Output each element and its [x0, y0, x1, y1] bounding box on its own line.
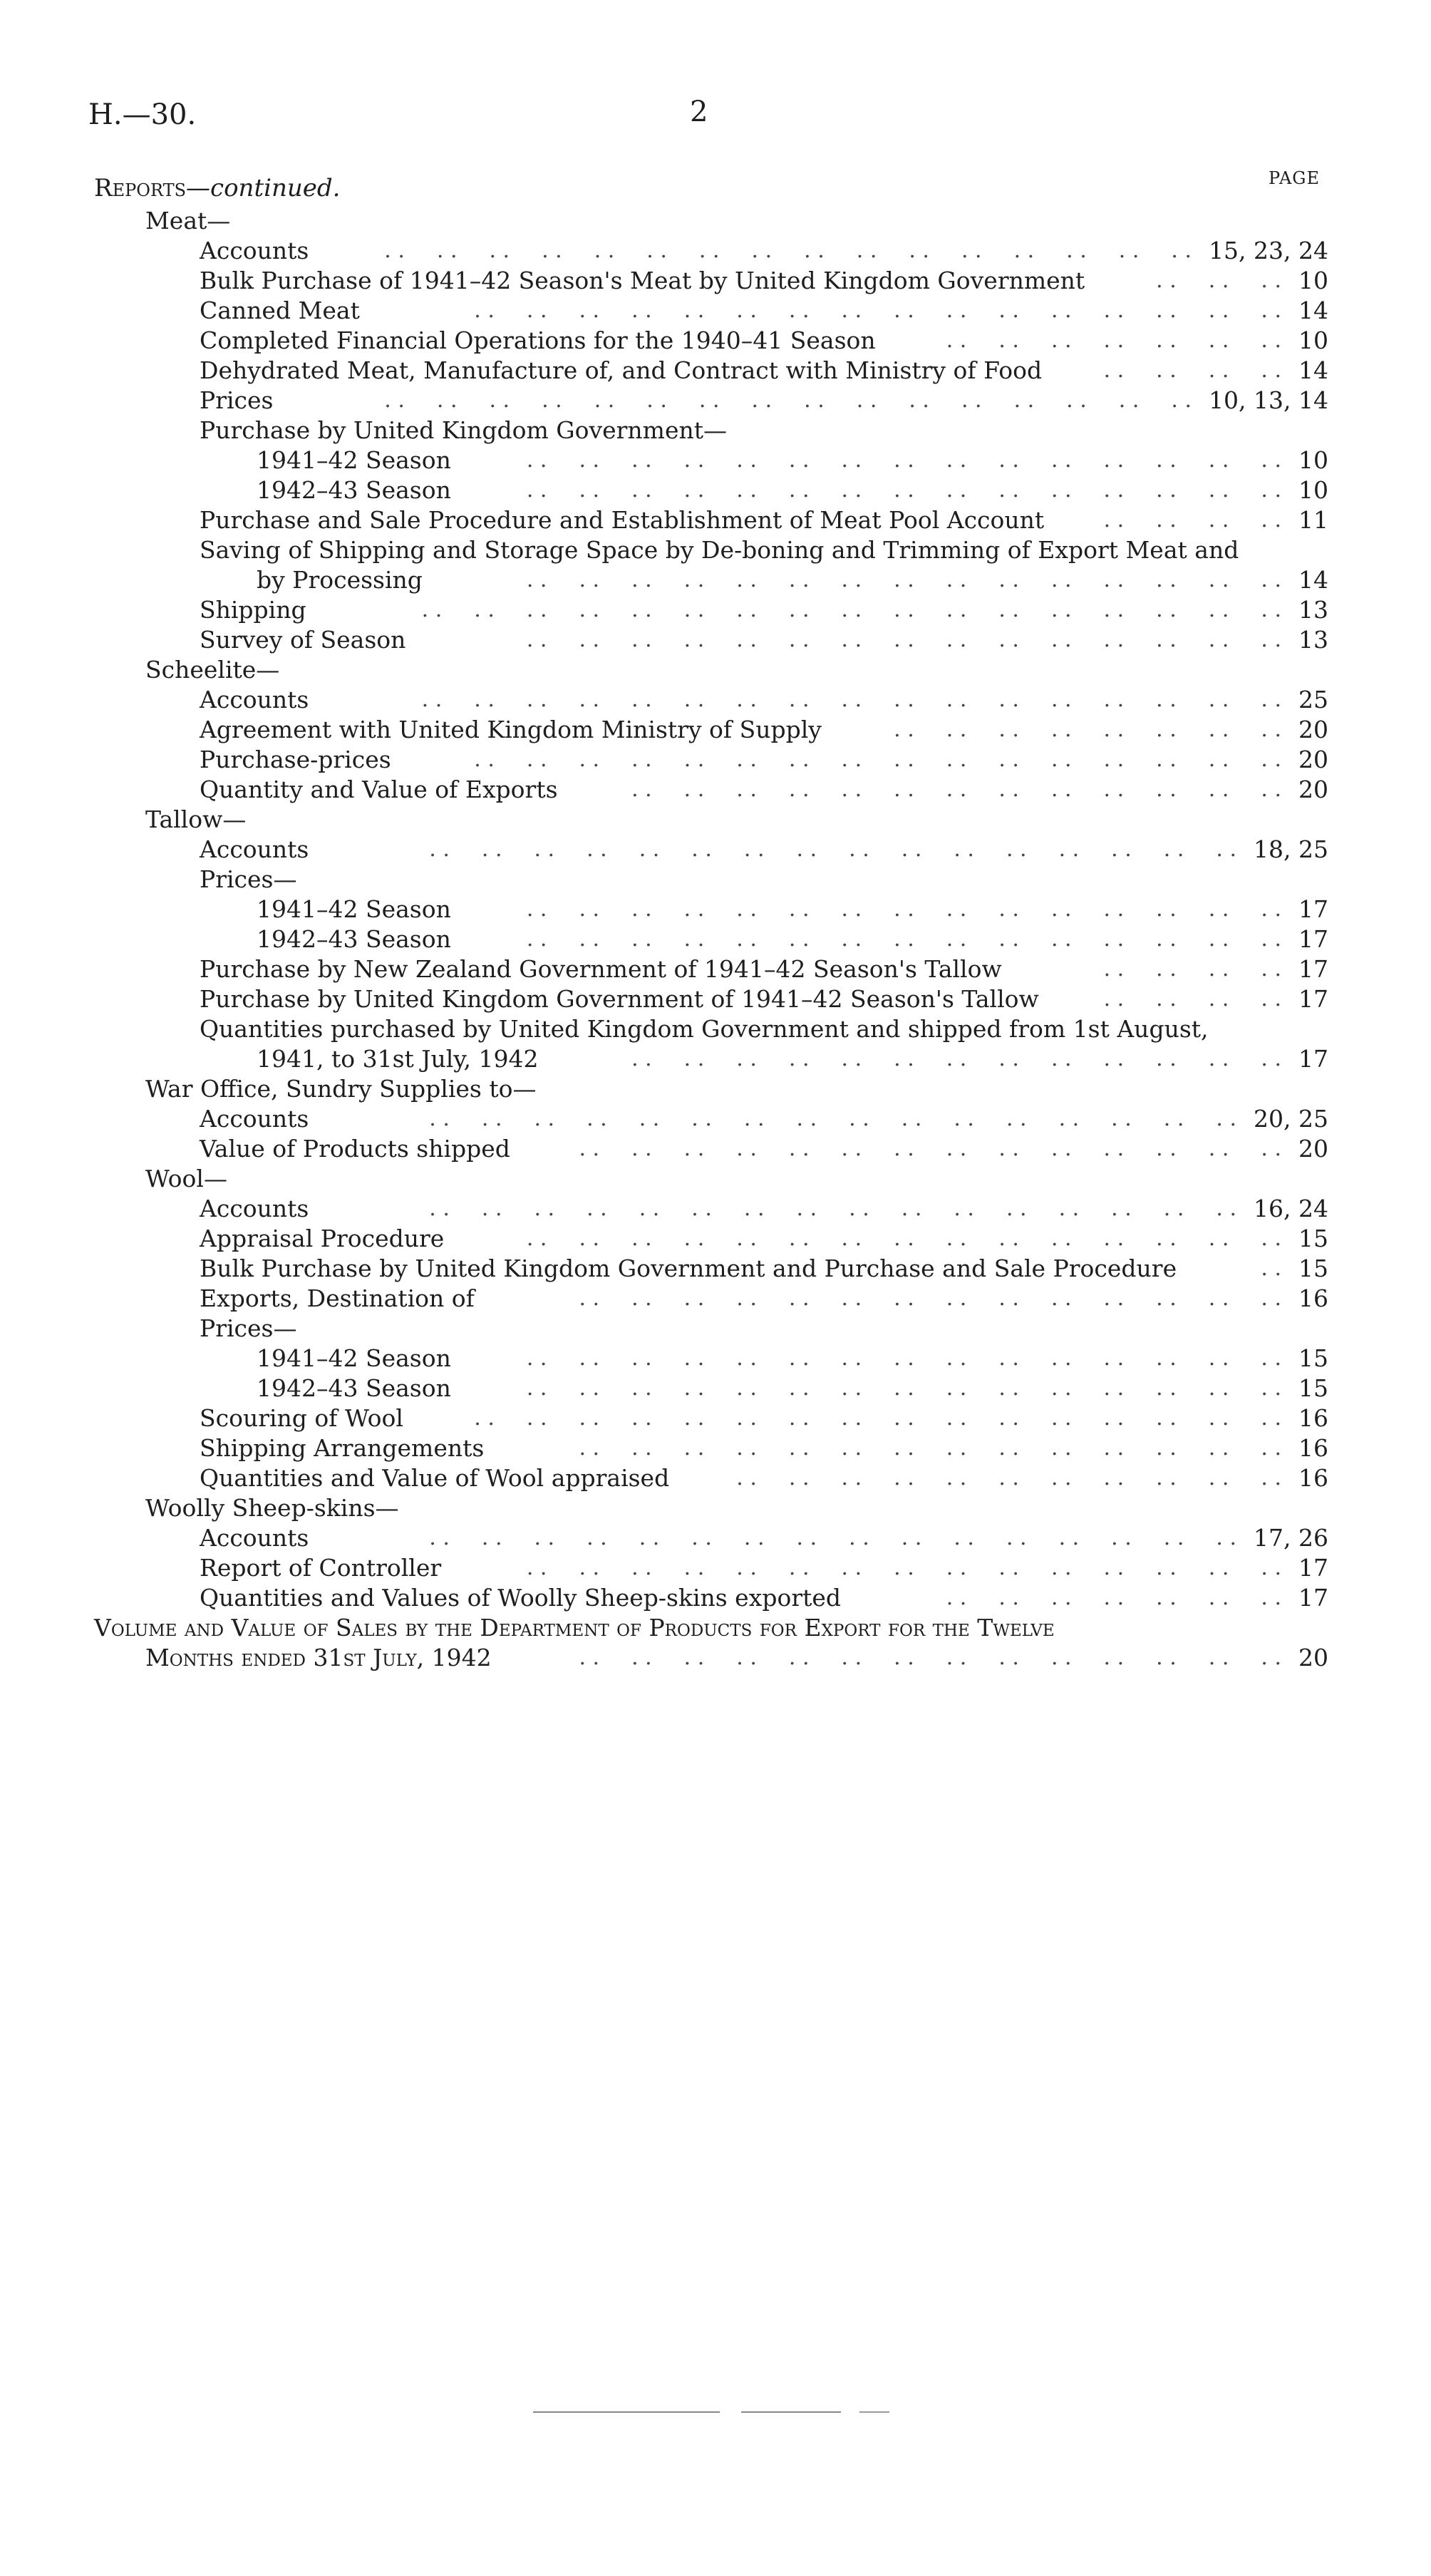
- dot-leader: . . . . . . . . . . . . . . . . . . . . . . . . . . . .: [579, 1136, 1281, 1161]
- entry-label: Quantity and Value of Exports: [200, 776, 558, 803]
- entry-page: 10: [1298, 446, 1328, 474]
- dot-leader: . . . . . . . . . . . . . . . . . . . . . . . . . . . . . .: [526, 567, 1281, 592]
- dot-leader: . . . . . . . . . . . . . . . . . . . . . . . . . . . . . . . .: [474, 747, 1281, 772]
- entry-label: Accounts: [200, 237, 309, 264]
- index-entry: [200, 1464, 1328, 1493]
- dot-leader: . . . . . . . . . . . . . . . . . . . . . . . . . .: [631, 1046, 1281, 1071]
- entry-page: 10: [1298, 267, 1328, 294]
- index-entry: [257, 446, 1328, 475]
- entry-page: 11: [1298, 506, 1328, 534]
- entry-page: 17: [1298, 925, 1328, 953]
- entry-label: Quantities and Value of Wool appraised: [200, 1464, 670, 1492]
- dot-leader: . . . . . . . . . . . . . . . .: [894, 717, 1281, 742]
- entry-label: Bulk Purchase of 1941–42 Season's Meat by United Kingdom Government: [200, 267, 1085, 294]
- dot-leader: . . . . . . . . . . . . . . . . . . . . . . . . . .: [631, 777, 1281, 802]
- page-column-label: PAGE: [1269, 168, 1320, 188]
- dot-leader: . . . . . . . .: [1103, 358, 1281, 383]
- entry-page: 20: [1298, 716, 1328, 743]
- entry-page: 14: [1298, 297, 1328, 324]
- dot-leader: . . . . . . . . . . . . . . . . . . . . . . . . . . . . . . . .: [429, 1106, 1236, 1131]
- entry-page: 16: [1298, 1434, 1328, 1462]
- entry-page: 17: [1298, 985, 1328, 1013]
- entry-page: 15: [1298, 1344, 1328, 1372]
- index-entry: [94, 1614, 1328, 1642]
- entry-label: Canned Meat: [200, 297, 360, 324]
- entry-page: 15: [1298, 1254, 1328, 1282]
- page-number: 2: [690, 96, 708, 128]
- entry-label: Woolly Sheep-skins—: [145, 1494, 399, 1522]
- index-entry: [145, 656, 1328, 684]
- entry-page: 20: [1298, 1135, 1328, 1163]
- entry-page: 10: [1298, 476, 1328, 504]
- dot-leader: . . . . . . . . . . . . . . . . . . . . . . . . . . . . . .: [526, 1226, 1281, 1251]
- entry-label: Bulk Purchase by United Kingdom Government and Purchase and Sale Procedure: [200, 1254, 1177, 1282]
- entry-label: 1941–42 Season: [257, 446, 451, 474]
- index-entry: [200, 1015, 1328, 1044]
- entry-label: Report of Controller: [200, 1554, 442, 1582]
- dot-leader: . . . . . . . . . . . . . . . . . . . . . . . . . . . . . . . .: [384, 388, 1192, 413]
- entry-label: Accounts: [200, 1195, 309, 1222]
- dot-leader: . . . . . . . . . . . . . . . . . . . . . . . . . . . .: [579, 1286, 1281, 1311]
- index-entry: [200, 686, 1328, 714]
- dot-leader: . . . . . . . .: [1103, 508, 1281, 532]
- entry-page: 10, 13, 14: [1209, 386, 1328, 414]
- entry-page: 25: [1298, 686, 1328, 713]
- dot-leader: . . . . . . . . . . . . . . . . . . . . . . . . . . . . . . . . . .: [421, 687, 1281, 712]
- index-entry: [200, 1105, 1328, 1133]
- dot-leader: . . . . . . . . . . . . . . . . . . . . . . . . . . . . . .: [526, 897, 1281, 922]
- entry-label: 1941–42 Season: [257, 895, 451, 923]
- dot-leader: . . . . . . . . . . . . . . . . . . . . . . . . . . . . . . . . . .: [421, 597, 1281, 622]
- entry-page: 17: [1298, 955, 1328, 983]
- entry-label: Purchase by United Kingdom Government—: [200, 416, 728, 444]
- entry-label: Scheelite—: [145, 656, 280, 684]
- entry-page: 14: [1298, 566, 1328, 594]
- entry-label: Completed Financial Operations for the 1940–41 Season: [200, 326, 876, 354]
- index-entry: [257, 1344, 1328, 1373]
- entry-page: 15: [1298, 1225, 1328, 1252]
- dot-leader: . . . . . . . . . . . . . . . . . . . . . . . . . . . . . . . .: [429, 1196, 1236, 1221]
- dot-leader: . . . . . . . . . . . . . . . . . . . . . . . . . . . . . .: [526, 927, 1281, 952]
- index-entry: [257, 566, 1328, 594]
- entry-label: Exports, Destination of: [200, 1284, 475, 1312]
- entry-label: Prices—: [200, 1314, 297, 1342]
- index-entry: [200, 1404, 1328, 1433]
- closing-rule: [533, 2411, 720, 2413]
- dot-leader: . . . . . . . . . . . . . . . . . . . . . . . . . . . . . . . .: [429, 1525, 1236, 1550]
- dot-leader: . . . . . . . . . . . . . . . . . . . . . . . . . . . . . .: [526, 478, 1281, 503]
- entry-label: Survey of Season: [200, 626, 406, 654]
- index-entry: [145, 805, 1328, 834]
- index-entry: [200, 955, 1328, 984]
- entry-label: Meat—: [145, 207, 231, 235]
- entry-label: Purchase and Sale Procedure and Establishment of Meat Pool Account: [200, 506, 1045, 534]
- index-entry: [257, 895, 1328, 924]
- section-suffix: —continued.: [186, 174, 341, 202]
- entry-page: 18, 25: [1254, 835, 1328, 863]
- entry-label: Scouring of Wool: [200, 1404, 403, 1432]
- index-entry: [257, 476, 1328, 505]
- entry-label: Agreement with United Kingdom Ministry of Supply: [200, 716, 822, 743]
- index-entry: [200, 1434, 1328, 1463]
- index-entry: [200, 267, 1328, 295]
- entry-page: 13: [1298, 596, 1328, 624]
- entry-label: 1941, to 31st July, 1942: [257, 1045, 539, 1073]
- entry-page: 17: [1298, 1584, 1328, 1612]
- index-entry: [200, 506, 1328, 535]
- index-entry: [200, 985, 1328, 1014]
- dot-leader: . .: [1261, 1256, 1281, 1281]
- entry-page: 20: [1298, 1644, 1328, 1671]
- index-entry: [200, 1135, 1328, 1163]
- dot-leader: . . . . . . . . . . . . . . . . . . . . . . . . . . . . . . . .: [429, 837, 1236, 862]
- entry-page: 20: [1298, 776, 1328, 803]
- closing-rule: [859, 2411, 889, 2413]
- entry-page: 16: [1298, 1464, 1328, 1492]
- index-entry: [200, 1195, 1328, 1223]
- index-entry: [200, 1584, 1328, 1612]
- index-entry: [200, 1284, 1328, 1313]
- dot-leader: . . . . . . . . . . . . . . . . . . . . . . . . . . . . . .: [526, 448, 1281, 473]
- entry-page: 10: [1298, 326, 1328, 354]
- dot-leader: . . . . . . . .: [1103, 957, 1281, 982]
- index-entry: [200, 416, 1328, 445]
- entry-label: Tallow—: [145, 805, 247, 833]
- index-entry: [200, 835, 1328, 864]
- entry-label: Prices: [200, 386, 274, 414]
- index-entry: [200, 746, 1328, 774]
- index-entry: [200, 297, 1328, 325]
- entry-page: 15: [1298, 1374, 1328, 1402]
- entry-label: Purchase by United Kingdom Government of 1941–42 Season's Tallow: [200, 985, 1039, 1013]
- index-entry: [200, 1314, 1328, 1343]
- entry-page: 13: [1298, 626, 1328, 654]
- entry-page: 16: [1298, 1284, 1328, 1312]
- entry-label: Saving of Shipping and Storage Space by De-boning and Trimming of Export Meat and: [200, 536, 1239, 564]
- entry-label: Shipping: [200, 596, 306, 624]
- index-entry: [145, 1075, 1328, 1103]
- entry-page: 20, 25: [1254, 1105, 1328, 1133]
- entry-page: 14: [1298, 356, 1328, 384]
- dot-leader: . . . . . . . . . . . . . .: [946, 1585, 1281, 1610]
- entry-label: 1942–43 Season: [257, 476, 451, 504]
- dot-leader: . . . . . . . . . . . . . . . . . . . . . .: [736, 1465, 1281, 1490]
- dot-leader: . . . . . . . . . . . . . . . . . . . . . . . . . . . . . . . .: [474, 298, 1281, 323]
- entry-label: 1942–43 Season: [257, 925, 451, 953]
- entry-label: Appraisal Procedure: [200, 1225, 445, 1252]
- index-entry: [200, 716, 1328, 744]
- dot-leader: . . . . . . . . . . . . . . . . . . . . . . . . . . . . . . . .: [384, 238, 1192, 263]
- entry-page: 17, 26: [1254, 1524, 1328, 1552]
- entry-label: Purchase-prices: [200, 746, 391, 773]
- entry-label: Quantities purchased by United Kingdom Government and shipped from 1st August,: [200, 1015, 1209, 1043]
- entry-label: Quantities and Values of Woolly Sheep-skins exported: [200, 1584, 842, 1612]
- dot-leader: . . . . . . . . . . . . . . . . . . . . . . . . . . . . . .: [526, 1555, 1281, 1580]
- index-entry: [145, 1494, 1328, 1523]
- entry-label: 1941–42 Season: [257, 1344, 451, 1372]
- entry-label: Months ended 31st July, 1942: [145, 1644, 492, 1671]
- entry-page: 17: [1298, 1045, 1328, 1073]
- entry-label: by Processing: [257, 566, 423, 594]
- section-title: Reports: [94, 174, 187, 202]
- index-entry: [200, 237, 1328, 265]
- index-entry: [257, 1045, 1328, 1073]
- dot-leader: . . . . . . . . . . . . . . . . . . . . . . . . . . . . . .: [526, 1346, 1281, 1371]
- entry-label: Value of Products shipped: [200, 1135, 510, 1163]
- index-entry: [200, 1524, 1328, 1552]
- entry-label: War Office, Sundry Supplies to—: [145, 1075, 537, 1103]
- index-entry: [200, 626, 1328, 654]
- dot-leader: . . . . . . . . . . . . . . . . . . . . . . . . . . . . . .: [526, 627, 1281, 652]
- dot-leader: . . . . . . . . . . . . . . . . . . . . . . . . . . . . . .: [526, 1376, 1281, 1401]
- index-entry: [200, 356, 1328, 385]
- entry-label: 1942–43 Season: [257, 1374, 451, 1402]
- index-entry: [200, 386, 1328, 415]
- entry-label: Accounts: [200, 1105, 309, 1133]
- dot-leader: . . . . . . . . . . . . . . . . . . . . . . . . . . . . . . . .: [474, 1406, 1281, 1431]
- index-entry: [145, 207, 1328, 235]
- dot-leader: . . . . . . . .: [1103, 986, 1281, 1011]
- entry-page: 17: [1298, 1554, 1328, 1582]
- index-entry: [200, 536, 1328, 565]
- index-entry: [257, 925, 1328, 954]
- dot-leader: . . . . . . . . . . . . . . . . . . . . . . . . . . . .: [579, 1436, 1281, 1460]
- entry-page: 17: [1298, 895, 1328, 923]
- entry-label: Purchase by New Zealand Government of 1941–42 Season's Tallow: [200, 955, 1002, 983]
- entry-label: Volume and Value of Sales by the Department of Products for Export for the Twelve: [94, 1614, 1055, 1642]
- index-entry: [200, 1554, 1328, 1582]
- index-entry: [145, 1165, 1328, 1193]
- entry-page: 16, 24: [1254, 1195, 1328, 1222]
- index-entry: [200, 596, 1328, 624]
- dot-leader: . . . . . .: [1156, 268, 1281, 293]
- entry-label: Accounts: [200, 1524, 309, 1552]
- entry-label: Shipping Arrangements: [200, 1434, 485, 1462]
- index-entry: [257, 1374, 1328, 1403]
- index-entry: [200, 1254, 1328, 1283]
- closing-rule: [741, 2411, 841, 2413]
- page-reference: H.—30.: [88, 98, 197, 131]
- entry-label: Dehydrated Meat, Manufacture of, and Contract with Ministry of Food: [200, 356, 1043, 384]
- index-entry: [200, 1225, 1328, 1253]
- entry-label: Accounts: [200, 835, 309, 863]
- index-entry: [145, 1644, 1328, 1672]
- index-entry: [200, 865, 1328, 894]
- index-entry: [200, 326, 1328, 355]
- entry-page: 16: [1298, 1404, 1328, 1432]
- entry-label: Accounts: [200, 686, 309, 713]
- entry-label: Prices—: [200, 865, 297, 893]
- entry-page: 15, 23, 24: [1209, 237, 1328, 264]
- entry-label: Wool—: [145, 1165, 227, 1192]
- dot-leader: . . . . . . . . . . . . . .: [946, 328, 1281, 353]
- dot-leader: . . . . . . . . . . . . . . . . . . . . . . . . . . . .: [579, 1645, 1281, 1670]
- index-entry: [200, 776, 1328, 804]
- entry-page: 20: [1298, 746, 1328, 773]
